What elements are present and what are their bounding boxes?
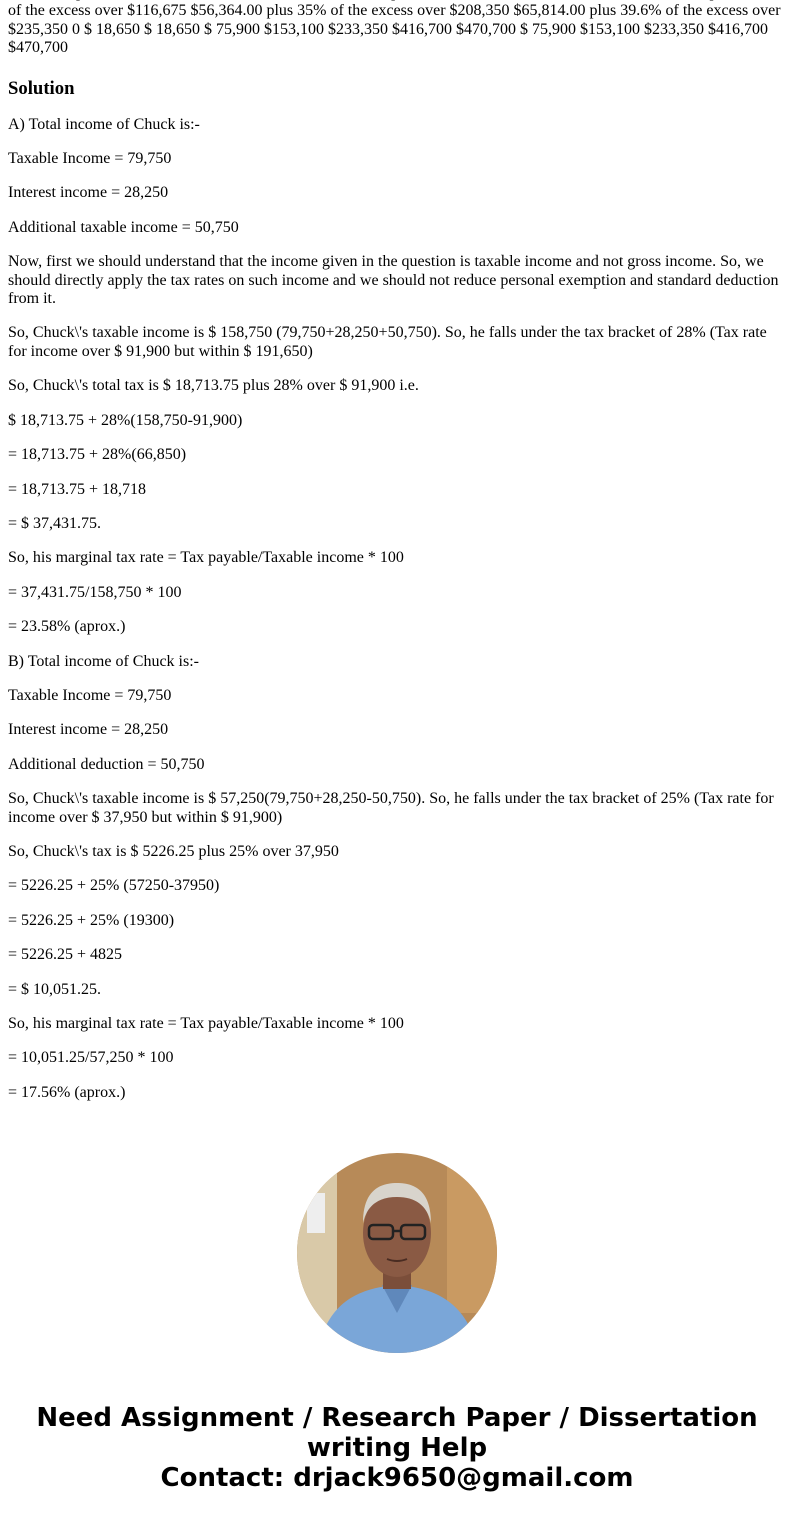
solution-line: So, Chuck\'s total tax is $ 18,713.75 plus 28% over $ 91,900 i.e.	[8, 377, 419, 395]
solution-line: = 17.56% (aprox.)	[8, 1083, 126, 1101]
solution-line: Taxable Income = 79,750	[8, 150, 172, 168]
solution-line: Interest income = 28,250	[8, 184, 169, 202]
solution-line: $ 18,713.75 + 28%(158,750-91,900)	[8, 411, 243, 429]
solution-line: = 5226.25 + 25% (19300)	[8, 911, 175, 929]
solution-line: Taxable Income = 79,750	[8, 686, 172, 704]
solution-line: So, his marginal tax rate = Tax payable/Taxable income * 100	[8, 1015, 404, 1032]
solution-line: So, Chuck\'s taxable income is $ 57,250(79,750+28,250-50,750). So, he falls under the tax bracket of 25% (Tax rate for income over $ 37,950 but within $ 91,900)	[8, 790, 774, 826]
solution-line: = 37,431.75/158,750 * 100	[8, 583, 182, 601]
solution-heading: Solution	[8, 77, 75, 99]
solution-line: = 23.58% (aprox.)	[8, 618, 126, 636]
solution-steps	[8, 116, 786, 1103]
solution-line: So, his marginal tax rate = Tax payable/Taxable income * 100	[8, 549, 404, 567]
solution-line: = $ 37,431.75.	[8, 514, 102, 532]
solution-line: Now, first we should understand that the income given in the question is taxable income and not gross income. So, we should directly apply the tax rates on such income and we should not reduce personal exemption and standard deduction from it.	[8, 253, 779, 308]
solution-line: B) Total income of Chuck is:-	[8, 652, 199, 670]
solution-line: = 18,713.75 + 28%(66,850)	[8, 446, 187, 464]
solution-line: Additional taxable income = 50,750	[8, 218, 239, 236]
promo-line-1: Need Assignment / Research Paper / Dissertation	[36, 1403, 758, 1433]
solution-line: = 5226.25 + 4825	[8, 946, 123, 964]
author-avatar	[297, 1153, 497, 1353]
promo-banner	[0, 1403, 794, 1493]
promo-line-2: writing Help	[306, 1433, 488, 1463]
promo-contact: Contact: drjack9650@gmail.com	[160, 1463, 634, 1493]
solution-line: = 5226.25 + 25% (57250-37950)	[8, 877, 220, 895]
solution-line: = $ 10,051.25.	[8, 980, 102, 998]
solution-line: Interest income = 28,250	[8, 721, 169, 739]
solution-line: = 18,713.75 + 18,718	[8, 480, 147, 498]
solution-line: Additional deduction = 50,750	[8, 755, 205, 773]
document-body	[8, 0, 786, 1118]
question-tax-table-text: of the excess over $116,675 $56,364.00 plus 35% of the excess over $208,350 $65,814.00 plus 39.6% of the excess over $235,350 0 $ 18,650 $ 18,650 $ 75,900 $153,100 $233,350 $416,700 $470,700 $ 75,900 $153,100 $233,350 $416,700 $470,700	[8, 2, 781, 57]
solution-line: A) Total income of Chuck is:-	[8, 115, 200, 133]
solution-line: = 10,051.25/57,250 * 100	[8, 1049, 174, 1067]
solution-line: So, Chuck\'s tax is $ 5226.25 plus 25% over 37,950	[8, 842, 339, 860]
solution-line: So, Chuck\'s taxable income is $ 158,750 (79,750+28,250+50,750). So, he falls under the tax bracket of 28% (Tax rate for income over $ 91,900 but within $ 191,650)	[8, 324, 767, 360]
author-photo-icon	[297, 1153, 497, 1353]
